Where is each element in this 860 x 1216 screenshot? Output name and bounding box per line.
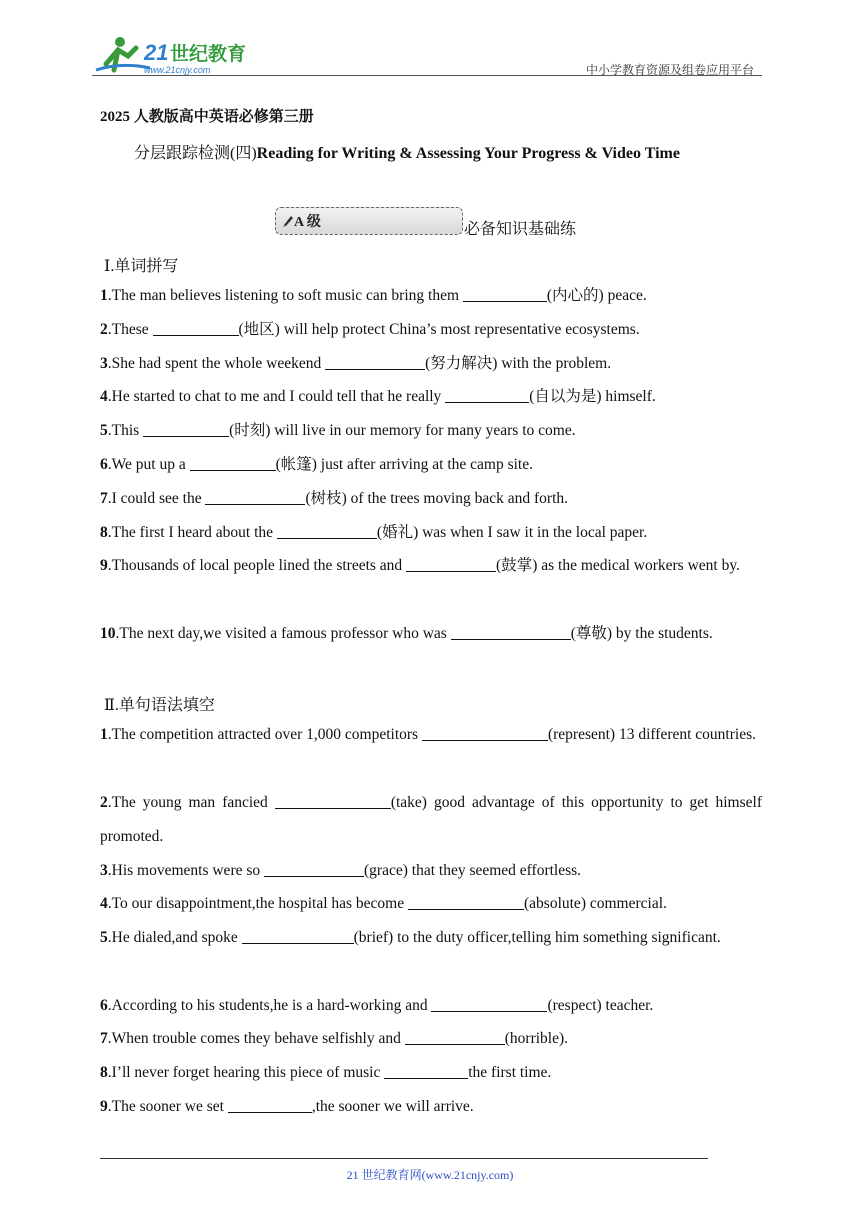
answer-blank[interactable] (445, 386, 529, 403)
answer-blank[interactable] (190, 454, 276, 471)
s2-question-1: 1.The competition attracted over 1,000 competitors (represent) 13 different countries. (100, 726, 756, 743)
answer-blank[interactable] (264, 860, 364, 877)
answer-blank[interactable] (275, 792, 391, 809)
s2-question-7: 7.When trouble comes they behave selfishly and (horrible). (100, 1030, 569, 1047)
answer-blank[interactable] (451, 623, 571, 640)
page-header (92, 34, 762, 76)
s1-question-2: 2.These (地区) will help protect China’s most representative ecosystems. (100, 321, 640, 338)
answer-blank[interactable] (431, 995, 547, 1012)
s2-question-5: 5.He dialed,and spoke (brief) to the duty officer,telling him something significant. (100, 929, 721, 946)
section-1-title: Ⅰ.单词拼写 (104, 258, 179, 275)
footer-divider (100, 1158, 708, 1159)
platform-name: 中小学教育资源及组卷应用平台 (585, 63, 754, 77)
answer-blank[interactable] (277, 522, 377, 539)
answer-blank[interactable] (406, 555, 496, 572)
document-title: 2025 人教版高中英语必修第三册 (100, 109, 314, 125)
answer-blank[interactable] (405, 1028, 505, 1045)
s2-question-8: 8.I’ll never forget hearing this piece of music the first time. (100, 1064, 552, 1081)
answer-blank[interactable] (325, 353, 425, 370)
s1-question-1: 1.The man believes listening to soft music can bring them (内心的) peace. (100, 287, 647, 304)
s1-question-10: 10.The next day,we visited a famous professor who was (尊敬) by the students. (100, 625, 713, 642)
s1-question-8: 8.The first I heard about the (婚礼) was when I saw it in the local paper. (100, 524, 648, 541)
s2-question-2: 2.The young man fancied (take) good advantage of this opportunity to get himself promoted. (100, 794, 762, 845)
document-subtitle (134, 140, 680, 163)
answer-blank[interactable] (463, 285, 547, 302)
s1-question-7: 7.I could see the (树枝) of the trees moving back and forth. (100, 490, 569, 507)
site-logo (92, 34, 292, 76)
answer-blank[interactable] (205, 488, 305, 505)
header-divider (92, 75, 762, 76)
section-2-title: Ⅱ.单句语法填空 (104, 697, 215, 714)
s2-question-9: 9.The sooner we set ,the sooner we will arrive. (100, 1098, 474, 1115)
s1-question-6: 6.We put up a (帐篷) just after arriving at the camp site. (100, 456, 533, 473)
answer-blank[interactable] (242, 927, 354, 944)
level-caption: 必备知识基础练 (464, 221, 577, 238)
subtitle-prefix: 分层跟踪检测(四) (134, 145, 257, 162)
answer-blank[interactable] (422, 724, 548, 741)
s1-question-4: 4.He started to chat to me and I could tell that he really (自以为是) himself. (100, 388, 656, 405)
answer-blank[interactable] (408, 893, 524, 910)
pencil-icon (282, 213, 294, 227)
answer-blank[interactable] (143, 420, 229, 437)
s1-question-3: 3.She had spent the whole weekend (努力解决) with the problem. (100, 355, 612, 372)
svg-text:www.21cnjy.com: www.21cnjy.com (144, 65, 211, 75)
footer-link[interactable]: 21 世纪教育网(www.21cnjy.com) (346, 1168, 514, 1182)
answer-blank[interactable] (384, 1062, 468, 1079)
subtitle-bold: Reading for Writing & Assessing Your Progress & Video Time (256, 145, 680, 162)
s2-question-6: 6.According to his students,he is a hard-working and (respect) teacher. (100, 997, 654, 1014)
level-badge (275, 207, 463, 235)
s1-question-9: 9.Thousands of local people lined the streets and (鼓掌) as the medical workers went by. (100, 557, 740, 574)
s2-question-4: 4.To our disappointment,the hospital has become (absolute) commercial. (100, 895, 667, 912)
answer-blank[interactable] (228, 1096, 312, 1113)
level-badge-label: A 级 (294, 215, 321, 230)
s1-question-5: 5.This (时刻) will live in our memory for many years to come. (100, 422, 576, 439)
svg-text:世纪教育: 世纪教育 (170, 43, 247, 65)
svg-text:21: 21 (144, 40, 169, 65)
answer-blank[interactable] (153, 319, 239, 336)
s2-question-3: 3.His movements were so (grace) that they seemed effortless. (100, 862, 582, 879)
